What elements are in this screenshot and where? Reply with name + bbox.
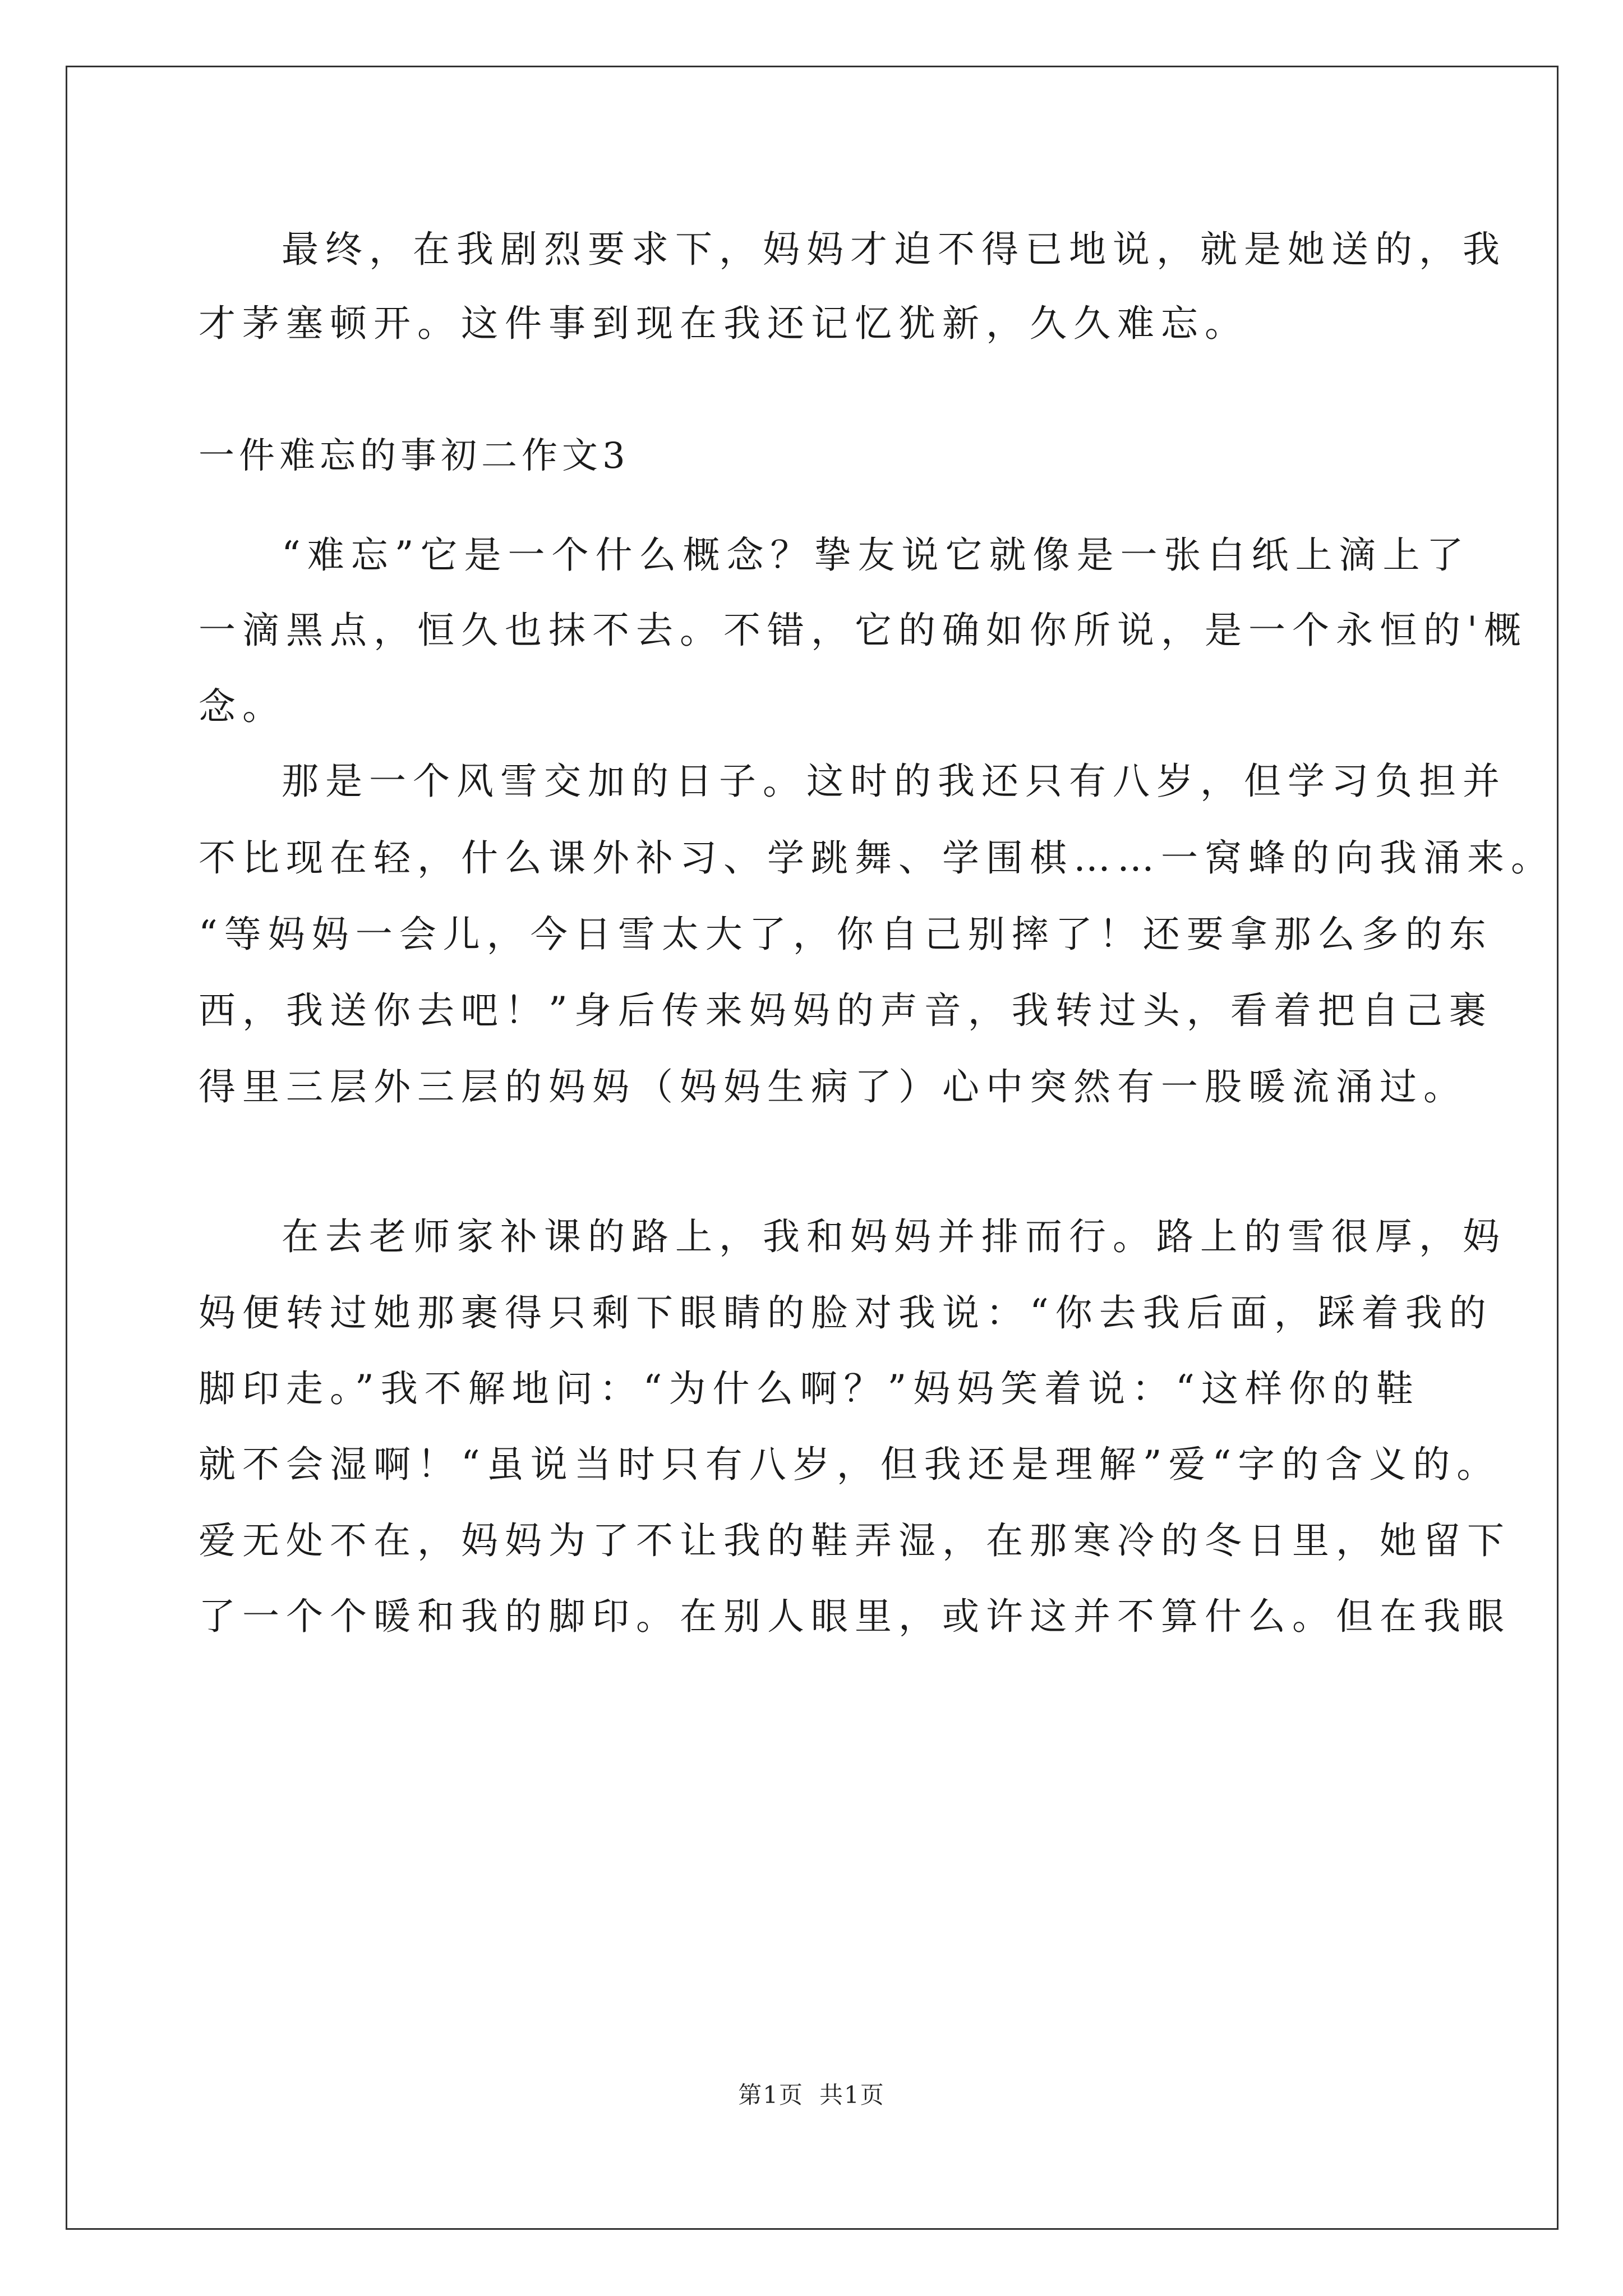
section-heading: 一件难忘的事初二作文3 [199, 435, 630, 477]
page-footer [0, 2078, 1623, 2112]
text-line: 念。 [199, 685, 286, 728]
text-line: 爱无处不在，妈妈为了不让我的鞋弄湿，在那寒冷的冬日里，她留下 [199, 1519, 1511, 1562]
text-line: 了一个个暖和我的脚印。在别人眼里，或许这并不算什么。但在我眼 [199, 1595, 1511, 1638]
text-line: 一滴黑点，恒久也抹不去。不错，它的确如你所说，是一个永恒的'概 [199, 609, 1528, 652]
text-line: 得里三层外三层的妈妈（妈妈生病了）心中突然有一股暖流涌过。 [199, 1065, 1467, 1108]
text-line: 妈便转过她那裹得只剩下眼睛的脸对我说：“你去我后面，踩着我的 [199, 1291, 1493, 1335]
page-border [66, 66, 1559, 2230]
text-line: 不比现在轻，什么课外补习、学跳舞、学围棋……一窝蜂的向我涌来。 [199, 836, 1555, 880]
text-line: 在去老师家补课的路上，我和妈妈并排而行。路上的雪很厚，妈 [282, 1215, 1506, 1258]
text-line: 西，我送你去吧！”身后传来妈妈的声音，我转过头，看着把自己裹 [199, 989, 1493, 1032]
text-line: 就不会湿啊！“虽说当时只有八岁，但我还是理解”爱“字的含义的。 [199, 1443, 1501, 1486]
text-line: “难忘”它是一个什么概念？挚友说它就像是一张白纸上滴上了 [282, 533, 1470, 577]
page-number-current: 第1页 [738, 2081, 804, 2109]
text-line: “等妈妈一会儿，今日雪太大了，你自己别摔了！还要拿那么多的东 [199, 913, 1493, 956]
text-line: 最终，在我剧烈要求下，妈妈才迫不得已地说，就是她送的，我 [282, 228, 1506, 271]
text-line: 那是一个风雪交加的日子。这时的我还只有八岁，但学习负担并 [282, 760, 1506, 803]
text-line: 才茅塞顿开。这件事到现在我还记忆犹新，久久难忘。 [199, 302, 1248, 345]
text-line: 脚印走。”我不解地问：“为什么啊？”妈妈笑着说：“这样你的鞋 [199, 1367, 1420, 1410]
page-number-total: 共1页 [819, 2081, 885, 2109]
